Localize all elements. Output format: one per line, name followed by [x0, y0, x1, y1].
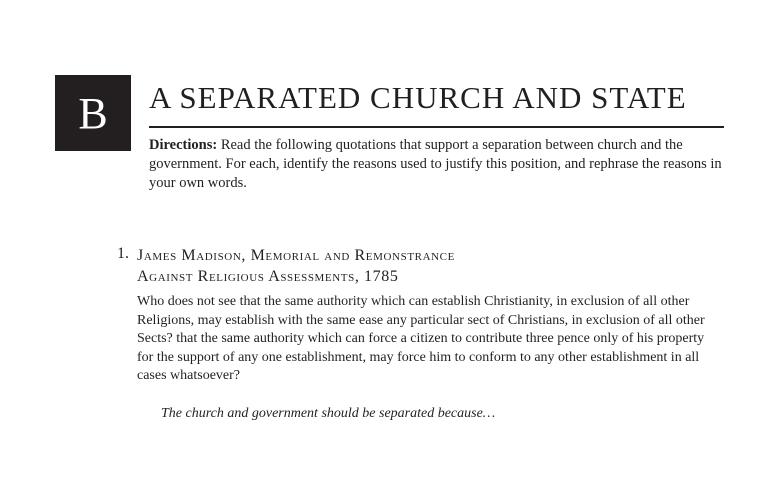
quote-text: Who does not see that the same authority which can establish Christianity, in exclusion of all other Religions, may establish with the same ease any particular sect of Christians, in exclusion of all other Sects? that the same authority which can force a citizen to contribute three pence only of his property for the support of any one establishment, may force him to conform to any other establishment in all cases whatsoever?	[137, 294, 705, 384]
page-title: A SEPARATED CHURCH AND STATE	[149, 80, 687, 115]
quote-source-heading	[137, 245, 697, 287]
section-letter: B	[78, 88, 108, 138]
directions-paragraph	[149, 136, 729, 193]
question-number: 1.	[117, 245, 129, 262]
quote-source-line-1: James Madison, Memorial and Remonstrance	[137, 247, 455, 264]
directions-label: Directions:	[149, 137, 218, 153]
directions-text: Read the following quotations that support a separation between church and the government. For each, identify the reasons used to justify this position, and rephrase the reasons in your own words.	[149, 137, 722, 191]
response-prompt: The church and government should be separated because…	[161, 406, 496, 421]
quote-source-line-2: Against Religious Assessments, 1785	[137, 268, 399, 285]
section-letter-badge	[55, 75, 131, 151]
title-divider	[149, 126, 724, 128]
